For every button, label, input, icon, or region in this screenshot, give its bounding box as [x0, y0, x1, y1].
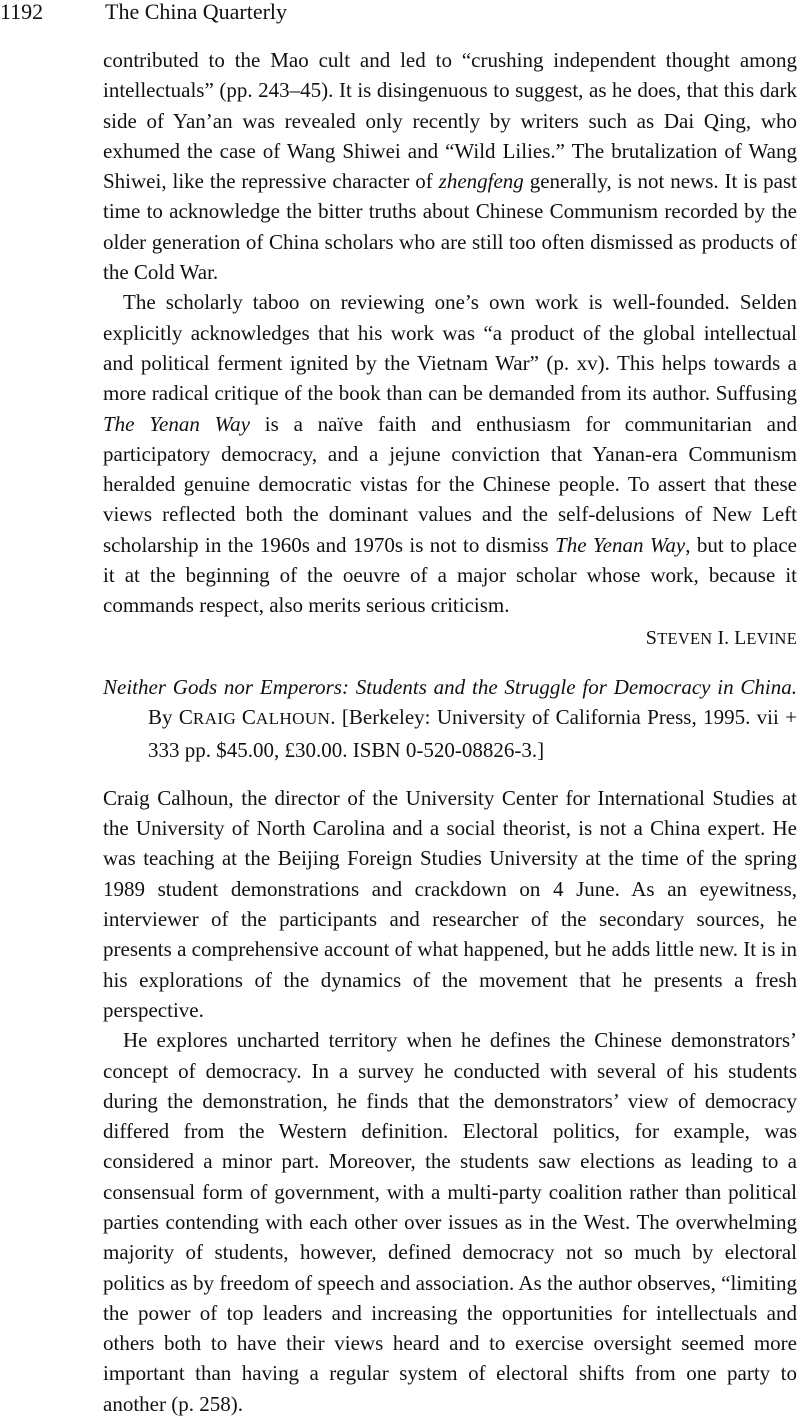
review1-paragraph-2: The scholarly taboo on reviewing one’s own work is well-founded. Selden explicitly acknowledges that his work was “a product of the global intellectual and political ferment ignited by the Vietnam War” (p. xv). This helps towards a more radical critique of the book than can be demanded from its author. Suffusing The Yenan Way is a naïve faith and enthusiasm for communitarian and participatory democracy, and a jejune conviction that Yanan-era Communism heralded genuine democratic vistas for the Chinese people. To assert that these views reflected both the dominant values and the self-delusions of New Left scholarship in the 1960s and 1970s is not to dismiss The Yenan Way, but to place it at the beginning of the oeuvre of a major scholar whose work, because it commands respect, also merits serious criticism. — [103, 290, 797, 618]
journal-title: The China Quarterly — [105, 0, 288, 24]
book-title: Neither Gods nor Emperors: Students and the Struggle for Democracy in China. — [103, 674, 797, 699]
review2-paragraph-2: He explores uncharted territory when he defines the Chinese demonstrators’ concept of democracy. In a survey he conducted with several of his students during the demonstration, he finds that the demonstrators’ view of democracy differed from the Western definition. Electoral politics, for example, was considered a minor part. Moreover, the students saw elections as leading to a consensual form of government, with a multi-party coalition rather than political parties contending with each other over issues as in the West. The overwhelming majority of students, however, defined democracy not so much by electoral politics as by freedom of speech and association. As the author observes, “limiting the power of top leaders and increasing the opportunities for intellectuals and others both to have their views heard and to exercise oversight seemed more important than having a regular system of electoral shifts from one party to another (p. 258). — [103, 1028, 797, 1416]
article-body — [103, 45, 797, 1419]
book-citation: Neither Gods nor Emperors: Students and the Struggle for Democracy in China. By CRAIG CALHOUN. [Berkeley: University of California Press, 1995. vii + 333 pp. $45.00, £30.00. ISBN 0-520-08826-3.] — [103, 674, 798, 762]
page-number: 1192 — [0, 0, 44, 24]
book-title-italic: The Yenan Way — [555, 532, 686, 557]
book-title-italic: The Yenan Way — [103, 411, 251, 436]
reviewer-signature: STEVEN I. LEVINE — [645, 626, 797, 649]
italic-term: zhengfeng — [438, 169, 524, 194]
review1-paragraph-1: contributed to the Mao cult and led to “crushing independent thought among intellectuals” (pp. 243–45). It is disingenuous to suggest, as he does, that this dark side of Yan’an was revealed only recently by writers such as Dai Qing, who exhumed the case of Wang Shiwei and “Wild Lilies.” The brutalization of Wang Shiwei, like the repressive character of zhengfeng generally, is not news. It is past time to acknowledge the bitter truths about Chinese Communism recorded by the older generation of China scholars who are still too often dismissed as products of the Cold War. — [103, 48, 797, 285]
author-name: CRAIG CALHOUN — [178, 705, 331, 730]
review2-paragraph-1: Craig Calhoun, the director of the University Center for International Studies at the University of North Carolina and a social theorist, is not a China expert. He was teaching at the Beijing Foreign Studies University at the time of the spring 1989 student demonstrations and crackdown on 4 June. As an eyewitness, interviewer of the participants and researcher of the secondary sources, he presents a comprehensive account of what happened, but he adds little new. It is in his explorations of the dynamics of the movement that he presents a fresh perspective. — [103, 785, 797, 1022]
